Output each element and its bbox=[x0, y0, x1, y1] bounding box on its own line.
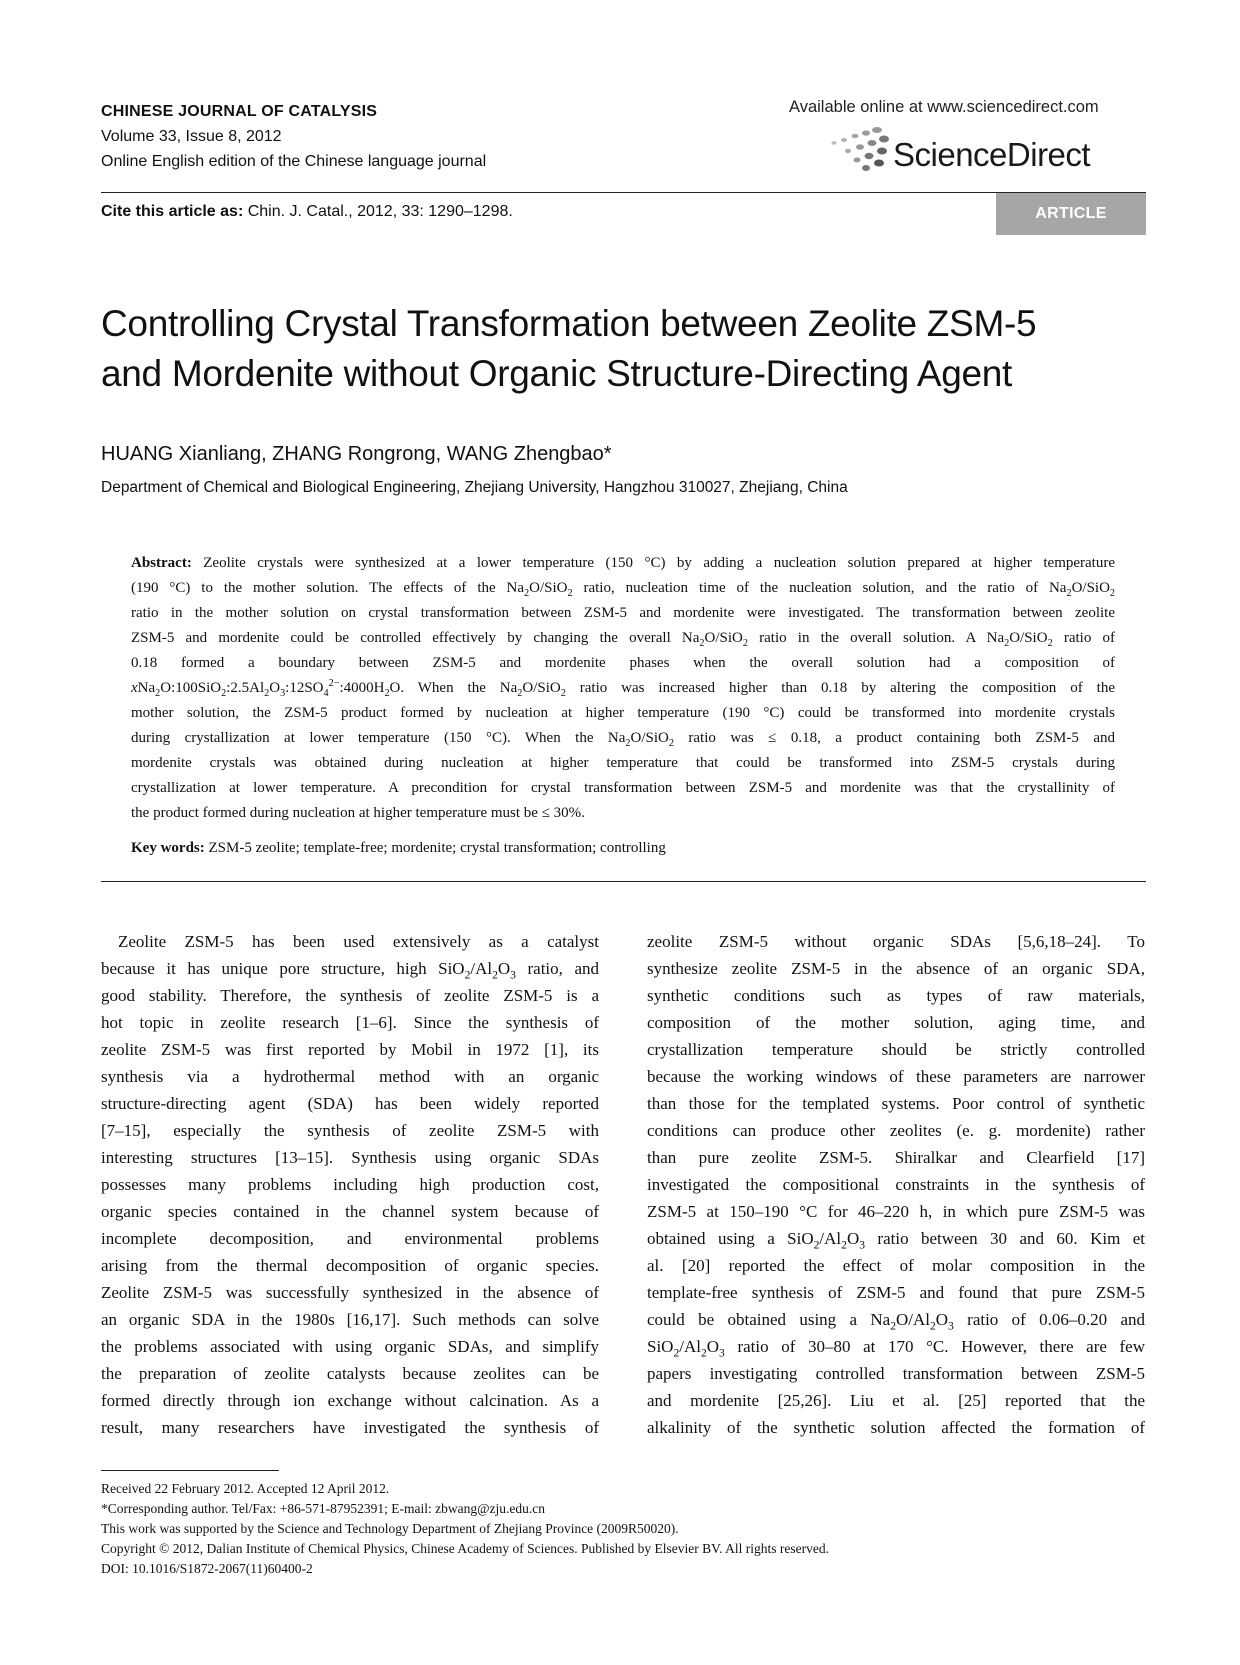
body-line: [7–15], especially the synthesis of zeolite ZSM-5 with bbox=[101, 1121, 599, 1140]
body-line: hot topic in zeolite research [1–6]. Since the synthesis of bbox=[101, 1013, 599, 1032]
body-line: organic species contained in the channel system because of bbox=[101, 1202, 599, 1221]
abstract-line: the product formed during nucleation at higher temperature must be ≤ 30%. bbox=[131, 805, 585, 821]
body-line: zeolite ZSM-5 was first reported by Mobil in 1972 [1], its bbox=[101, 1040, 599, 1059]
abstract-line: ZSM-5 and mordenite could be controlled effectively by changing the overall $Na_2O/SiO_2$ ratio in the overall solution. A $Na_2O/SiO_2$ ratio of bbox=[131, 630, 1116, 649]
article-title bbox=[101, 299, 1161, 399]
citation-label: Cite this article as: bbox=[101, 203, 244, 220]
body-line: zeolite ZSM-5 without organic SDAs [5,6,18–24]. To bbox=[647, 932, 1145, 951]
body-line: possesses many problems including high production cost, bbox=[101, 1175, 599, 1194]
body-line: investigated the compositional constraints in the synthesis of bbox=[647, 1175, 1145, 1194]
abstract-line: during crystallization at lower temperature (150 °C). When the $Na_2O/SiO_2$ ratio was ≤ 0.18, a product containing both ZSM-5 and bbox=[131, 730, 1115, 749]
body-line: good stability. Therefore, the synthesis of zeolite ZSM-5 is a bbox=[101, 986, 599, 1005]
body-line: template-free synthesis of ZSM-5 and found that pure ZSM-5 bbox=[647, 1283, 1145, 1302]
body-line: an organic SDA in the 1980s [16,17]. Such methods can solve bbox=[101, 1310, 599, 1329]
body-line: conditions can produce other zeolites (e. g. mordenite) rather bbox=[647, 1121, 1145, 1140]
abstract-line: Abstract: Zeolite crystals were synthesized at a lower temperature (150 °C) by adding a nucleation solution prepared at higher temperature bbox=[131, 555, 1115, 571]
article-title-line: Controlling Crystal Transformation between Zeolite ZSM-5 bbox=[101, 303, 1037, 344]
body-line: could be obtained using a $Na_2O/Al_2O_3$ ratio of 0.06–0.20 and bbox=[647, 1310, 1145, 1333]
body-line: the problems associated with using organic SDAs, and simplify bbox=[101, 1337, 599, 1356]
body-line: than those for the templated systems. Poor control of synthetic bbox=[647, 1094, 1145, 1113]
journal-edition: Online English edition of the Chinese language journal bbox=[101, 153, 487, 170]
footnote-doi[interactable]: DOI: 10.1016/S1872-2067(11)60400-2 bbox=[101, 1561, 313, 1576]
body-line: al. [20] reported the effect of molar composition in the bbox=[647, 1256, 1145, 1275]
footnote-copyright: Copyright © 2012, Dalian Institute of Chemical Physics, Chinese Academy of Sciences. Published by Elsevier BV. All rights reserved. bbox=[101, 1541, 830, 1556]
footnote-funding: This work was supported by the Science and Technology Department of Zhejiang Province (2009R50020). bbox=[101, 1521, 679, 1536]
footnote-corresponding-author: *Corresponding author. Tel/Fax: +86-571-87952391; E-mail: zbwang@zju.edu.cn bbox=[101, 1501, 546, 1516]
journal-name: CHINESE JOURNAL OF CATALYSIS bbox=[101, 103, 378, 120]
body-line: because the working windows of these parameters are narrower bbox=[647, 1067, 1145, 1086]
body-line: Zeolite ZSM-5 has been used extensively as a catalyst bbox=[101, 932, 599, 951]
keywords-label: Key words: bbox=[131, 840, 205, 856]
abstract-line: $xNa_2O:100SiO_2:2.5Al_2O_3:12SO_4^{2-}:4000H_2O$. When the $Na_2O/SiO_2$ ratio was increased higher than 0.18 by altering the composition of the bbox=[131, 678, 1115, 699]
body-line: arising from the thermal decomposition of organic species. bbox=[101, 1256, 599, 1275]
abstract-line: mordenite crystals was obtained during nucleation at higher temperature that could be transformed into ZSM-5 crystals during bbox=[131, 755, 1115, 771]
footnote-received: Received 22 February 2012. Accepted 12 April 2012. bbox=[101, 1481, 390, 1496]
body-column-left bbox=[101, 928, 599, 1441]
body-line: synthesize zeolite ZSM-5 in the absence of an organic SDA, bbox=[647, 959, 1145, 978]
body-line: papers investigating controlled transformation between ZSM-5 bbox=[647, 1364, 1145, 1383]
abstract-line: ratio in the mother solution on crystal transformation between ZSM-5 and mordenite were investigated. The transformation between zeolite bbox=[131, 605, 1115, 621]
body-line: crystallization temperature should be strictly controlled bbox=[647, 1040, 1145, 1059]
abstract-divider bbox=[101, 881, 1146, 882]
available-online-link[interactable]: Available online at www.sciencedirect.com bbox=[789, 98, 1099, 116]
abstract-label: Abstract: bbox=[131, 555, 192, 571]
body-line: interesting structures [13–15]. Synthesis using organic SDAs bbox=[101, 1148, 599, 1167]
body-line: ZSM-5 at 150–190 °C for 46–220 h, in which pure ZSM-5 was bbox=[647, 1202, 1145, 1221]
body-line: Zeolite ZSM-5 was successfully synthesized in the absence of bbox=[101, 1283, 599, 1302]
footnote-divider bbox=[101, 1470, 279, 1471]
body-line: and mordenite [25,26]. Liu et al. [25] reported that the bbox=[647, 1391, 1145, 1410]
abstract-line: 0.18 formed a boundary between ZSM-5 and mordenite phases when the overall solution had a composition of bbox=[131, 655, 1115, 671]
abstract-line: crystallization at lower temperature. A precondition for crystal transformation between ZSM-5 and mordenite was that the crystallinity of bbox=[131, 780, 1115, 796]
body-line: result, many researchers have investigated the synthesis of bbox=[101, 1418, 599, 1437]
body-line: the preparation of zeolite catalysts because zeolites can be bbox=[101, 1364, 599, 1383]
body-line: composition of the mother solution, aging time, and bbox=[647, 1013, 1145, 1032]
body-line: obtained using a $SiO_2/Al_2O_3$ ratio between 30 and 60. Kim et bbox=[647, 1229, 1145, 1252]
body-line: alkalinity of the synthetic solution affected the formation of bbox=[647, 1418, 1145, 1437]
body-line: structure-directing agent (SDA) has been widely reported bbox=[101, 1094, 599, 1113]
footnotes bbox=[101, 1479, 829, 1579]
body-line: $SiO_2/Al_2O_3$ ratio of 30–80 at 170 °C. However, there are few bbox=[647, 1337, 1145, 1360]
citation-line bbox=[101, 203, 513, 221]
body-line: incomplete decomposition, and environmental problems bbox=[101, 1229, 599, 1248]
abstract-line: (190 °C) to the mother solution. The effects of the $Na_2O/SiO_2$ ratio, nucleation time of the nucleation solution, and the ratio of $Na_2O/SiO_2$ bbox=[131, 580, 1115, 599]
abstract bbox=[131, 551, 1115, 826]
sciencedirect-logo-icon bbox=[822, 125, 892, 175]
journal-volume: Volume 33, Issue 8, 2012 bbox=[101, 128, 282, 145]
sciencedirect-logo-text: ScienceDirect bbox=[893, 136, 1091, 173]
header-divider bbox=[101, 192, 1146, 193]
body-line: formed directly through ion exchange without calcination. As a bbox=[101, 1391, 599, 1410]
body-line: because it has unique pore structure, high $SiO_2/Al_2O_3$ ratio, and bbox=[101, 959, 599, 982]
body-line: synthetic conditions such as types of raw materials, bbox=[647, 986, 1145, 1005]
article-type-badge: ARTICLE bbox=[996, 193, 1146, 235]
author-list: HUANG Xianliang, ZHANG Rongrong, WANG Zhengbao* bbox=[101, 443, 612, 465]
article-title-line: and Mordenite without Organic Structure-Directing Agent bbox=[101, 353, 1013, 394]
abstract-line: mother solution, the ZSM-5 product formed by nucleation at higher temperature (190 °C) could be transformed into mordenite crystals bbox=[131, 705, 1115, 721]
keywords-text: ZSM-5 zeolite; template-free; mordenite; crystal transformation; controlling bbox=[204, 840, 666, 856]
affiliation: Department of Chemical and Biological Engineering, Zhejiang University, Hangzhou 310027, Zhejiang, China bbox=[101, 479, 848, 496]
keywords bbox=[131, 840, 666, 857]
citation-text: Chin. J. Catal., 2012, 33: 1290–1298. bbox=[243, 203, 513, 220]
body-line: synthesis via a hydrothermal method with an organic bbox=[101, 1067, 599, 1086]
body-column-right bbox=[647, 928, 1145, 1441]
body-line: than pure zeolite ZSM-5. Shiralkar and Clearfield [17] bbox=[647, 1148, 1145, 1167]
